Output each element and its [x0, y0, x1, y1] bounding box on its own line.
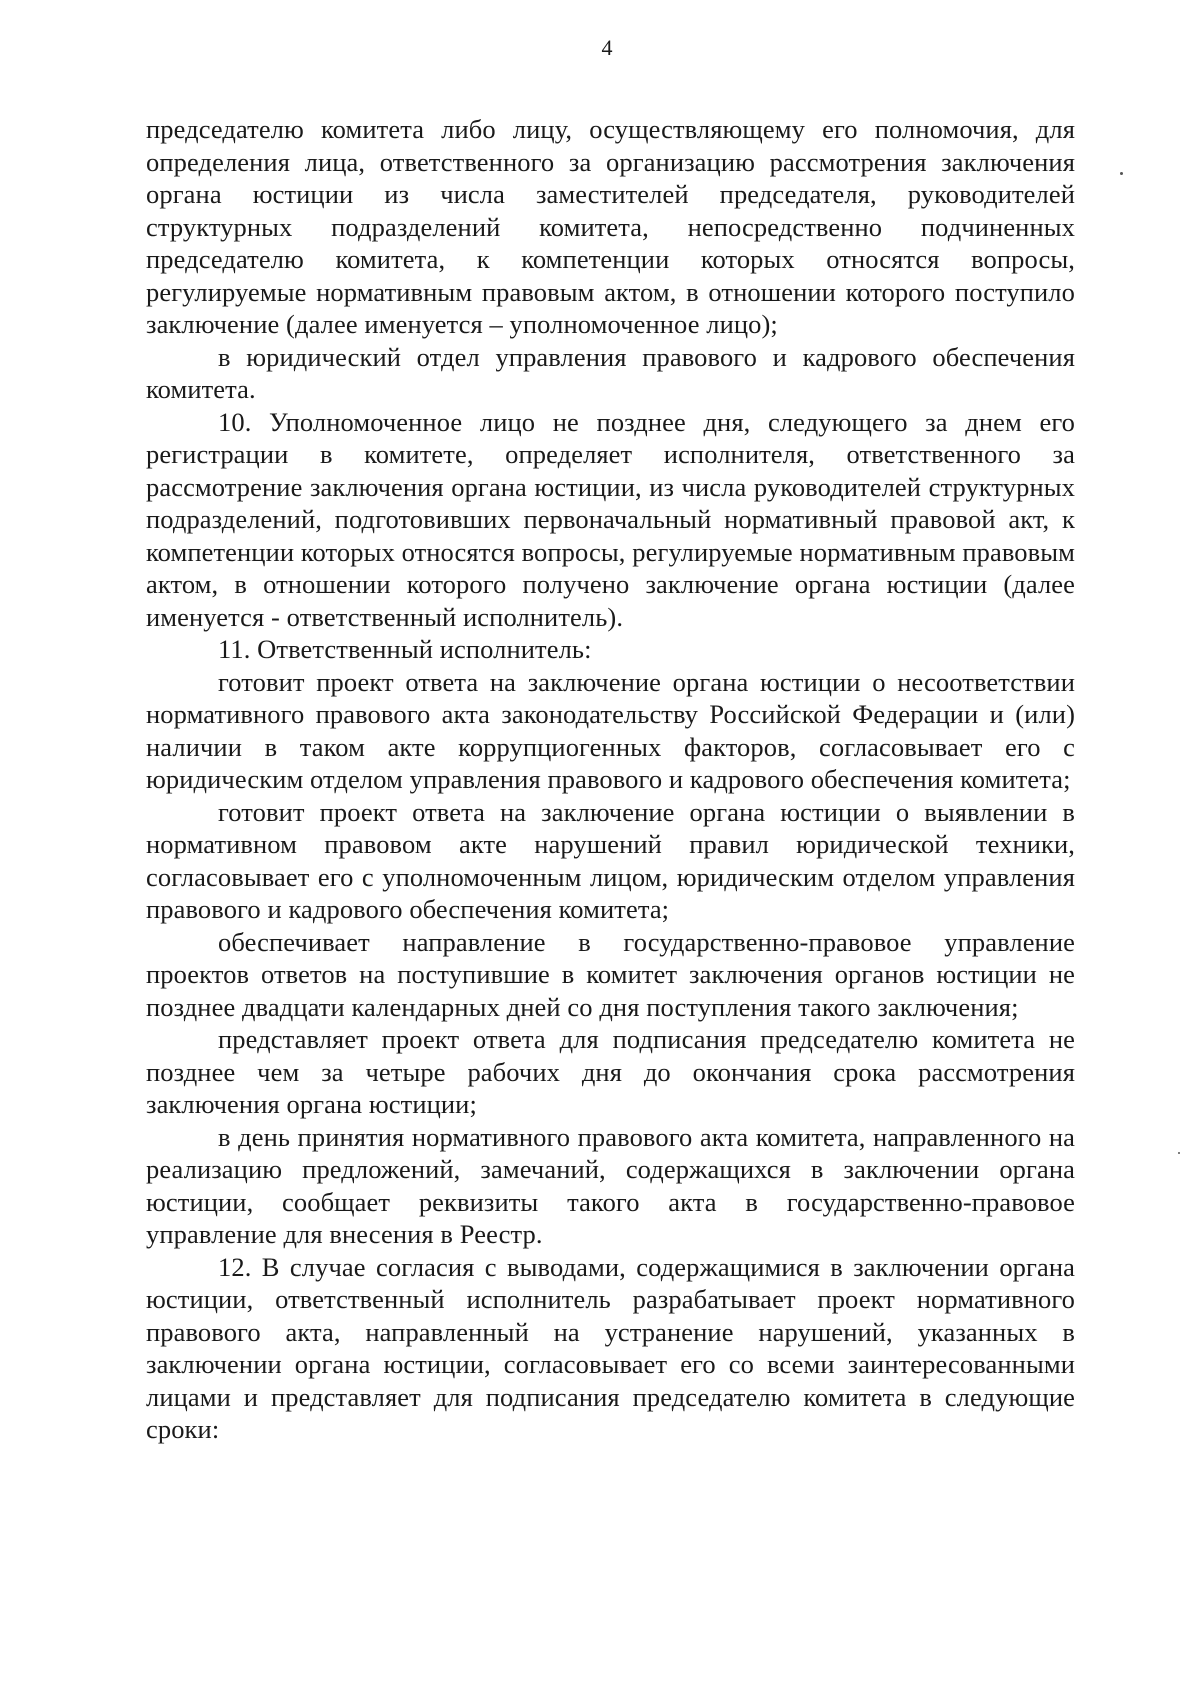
paragraph: представляет проект ответа для подписания председателю комитета не позднее чем за четыре рабочих дня до окончания срока рассмотрения заключения органа юстиции; [146, 1024, 1075, 1119]
paragraph: в день принятия нормативного правового акта комитета, направленного на реализацию предложений, замечаний, содержащихся в заключении органа юстиции, сообщает реквизиты такого акта в государственно-правовое управление для внесения в Реестр. [146, 1121, 1075, 1249]
paragraph-item-10: 10. Уполномоченное лицо не позднее дня, следующего за днем его регистрации в комитете, определяет исполнителя, ответственного за рассмотрение заключения органа юстиции, из числа руководителей структурных подразделений, подготовивших первоначальный нормативный правовой акт, к компетенции которых относятся вопросы, регулируемые нормативным правовым актом, в отношении которого получено заключение органа юстиции (далее именуется - ответственный исполнитель). [146, 406, 1075, 632]
paragraph: готовит проект ответа на заключение органа юстиции о несоответствии нормативного правового акта законодательству Российской Федерации и (или) наличии в таком акте коррупциогенных факторов, согласовывает его с юридическим отделом управления правового и кадрового обеспечения комитета; [146, 666, 1075, 794]
document-body [146, 113, 1075, 1446]
scan-speck [1178, 1152, 1180, 1154]
page-number: 4 [601, 35, 613, 60]
paragraph: в юридический отдел управления правового и кадрового обеспечения комитета. [146, 341, 1075, 404]
paragraph: готовит проект ответа на заключение органа юстиции о выявлении в нормативном правовом акте нарушений правил юридической техники, согласовывает его с уполномоченным лицом, юридическим отделом управления правового и кадрового обеспечения комитета; [146, 796, 1075, 924]
paragraph-continuation: председателю комитета либо лицу, осуществляющему его полномочия, для определения лица, ответственного за организацию рассмотрения заключения органа юстиции из числа заместителей председателя, руководителей структурных подразделений комитета, непосредственно подчиненных председателю комитета, к компетенции которых относятся вопросы, регулируемые нормативным правовым актом, в отношении которого поступило заключение (далее именуется – уполномоченное лицо); [146, 114, 1075, 339]
paragraph: обеспечивает направление в государственно-правовое управление проектов ответов на поступившие в комитет заключения органов юстиции не позднее двадцати календарных дней со дня поступления такого заключения; [146, 926, 1075, 1022]
scan-speck [1120, 172, 1123, 175]
paragraph-item-11: 11. Ответственный исполнитель: [218, 634, 592, 664]
paragraph-item-12: 12. В случае согласия с выводами, содержащимися в заключении органа юстиции, ответственный исполнитель разрабатывает проект нормативного правового акта, направленный на устранение нарушений, указанных в заключении органа юстиции, согласовывает его со всеми заинтересованными лицами и представляет для подписания председателю комитета в следующие сроки: [146, 1251, 1075, 1444]
